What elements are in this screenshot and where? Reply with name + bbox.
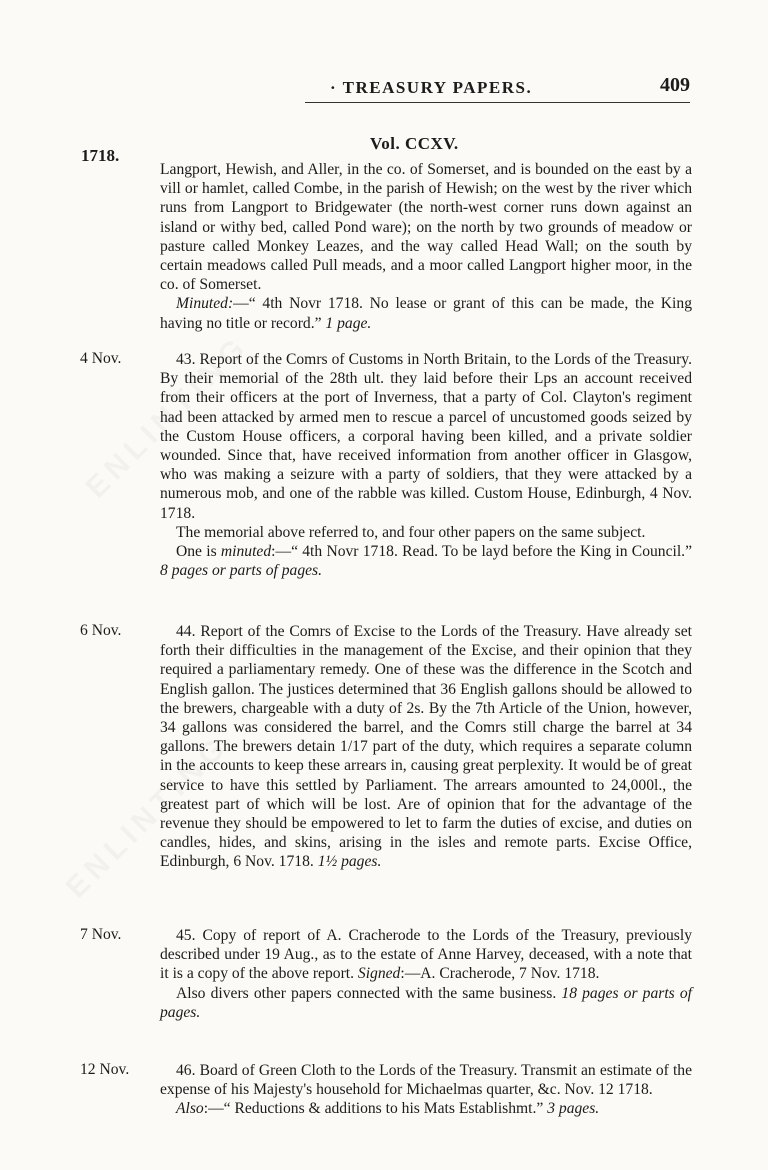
entry-date: 6 Nov. (80, 622, 122, 639)
entry-paragraph (160, 622, 692, 872)
entry-paragraph: The memorial above referred to, and four other papers on the same subject. (176, 523, 646, 541)
entry-date: 4 Nov. (80, 350, 122, 367)
entry-paragraph (160, 926, 692, 984)
entry-paragraph (160, 984, 692, 1022)
continuation-minute (160, 294, 692, 332)
entry-date: 7 Nov. (80, 926, 122, 943)
minuted-label: minuted (220, 543, 272, 561)
page-count: 1 page. (325, 314, 372, 332)
page-count: 18 pages or parts of pages. (160, 984, 692, 1021)
signed-text: :—A. Cracherode, 7 Nov. 1718. (400, 965, 600, 983)
entry-43 (160, 350, 692, 580)
page-number: 409 (660, 74, 690, 96)
signed-label: Signed (357, 965, 401, 983)
page-count: 8 pages or parts of pages. (160, 562, 323, 580)
entry-46 (160, 1061, 692, 1119)
minute-text: :—“ 4th Novr 1718. Read. To be layd before the King in Council.” (271, 543, 692, 561)
entry-paragraph (160, 542, 692, 580)
year-label: 1718. (81, 146, 120, 165)
minute-label: Minuted: (176, 295, 234, 313)
also-text: :—“ Reductions & additions to his Mats Establishmt.” (203, 1100, 544, 1118)
entry-date: 12 Nov. (80, 1061, 130, 1078)
entry-paragraph (160, 1099, 692, 1118)
entry-text: 45. Copy of report of A. Cracherode to the Lords of the Treasury, previously described under 19 Aug., as to the estate of Anne Harvey, deceased, with a note that it is a copy of the above report. (160, 927, 692, 983)
entry-paragraph: 43. Report of the Comrs of Customs in North Britain, to the Lords of the Treasury. By their memorial of the 28th ult. they laid before their Lps an account received from their officers at the port of Inverness, that a party of Col. Clayton's regiment had been attacked by armed men to rescue a parcel of uncustomed goods seized by the Custom House officers, a corporal having been killed, and a private soldier wounded. Since that, have received information from another officer in Glasgow, who was making a seizure with a party of soldiers, that they were attacked by a numerous mob, and one of the rabble was killed. Custom House, Edinburgh, 4 Nov. 1718. (160, 351, 692, 522)
running-title: · TREASURY PAPERS. (330, 78, 533, 97)
entry-paragraph: 46. Board of Green Cloth to the Lords of the Treasury. Transmit an estimate of the expense of his Majesty's household for Michaelmas quarter, &c. Nov. 12 1718. (160, 1062, 692, 1099)
page-header (0, 72, 768, 102)
entry-44 (160, 622, 692, 872)
entry-45 (160, 926, 692, 1022)
header-rule (305, 102, 690, 103)
minute-text: —“ 4th Novr 1718. No lease or grant of this can be made, the King having no title or record.” (160, 295, 692, 332)
prefix-text: One is (176, 543, 221, 561)
continuation-block (160, 160, 692, 333)
continuation-text: Langport, Hewish, and Aller, in the co. of Somerset, and is bounded on the east by a vill or hamlet, called Combe, in the parish of Hewish; on the west by the river which runs from Langport to Bridgewater (the north-west corner runs down against an island or withy bed, called Pond ware); on the north by two grounds of meadow or pasture called Monkey Leazes, and the way called Head Wall; on the south by certain meadows called Pull meads, and a moor called Langport higher moor, in the co. of Somerset. (160, 161, 692, 294)
entry-text: 44. Report of the Comrs of Excise to the Lords of the Treasury. Have already set forth their difficulties in the management of the Excise, and their opinion that they required a parliamentary remedy. One of these was the difference in the Scotch and English gallon. The justices determined that 36 English gallons should be allowed to the brewers, chargeable with a duty of 2s. By the 7th Article of the Union, however, 34 gallons was considered the barrel, and the Comrs still charge the barrel at 34 gallons. The brewers detain 1/17 part of the duty, which requires a separate column in the accounts to keep these arrears in, causing great perplexity. It would be of great service to have this settled by Parliament. The arrears amounted to 24,000l., the greatest part of which will be lost. Are of opinion that for the advantage of the revenue they should be empowered to let to farm the duties of excise, and duties on candles, hides, and skins, arising in the isles and remote parts. Excise Office, Edinburgh, 6 Nov. 1718. (160, 623, 692, 871)
also-label: Also (176, 1100, 204, 1118)
page-count: 1½ pages. (317, 853, 382, 871)
volume-title: Vol. CCXV. (370, 134, 459, 153)
page-count: 3 pages. (547, 1100, 600, 1118)
entry-text: Also divers other papers connected with the same business. (176, 984, 557, 1002)
